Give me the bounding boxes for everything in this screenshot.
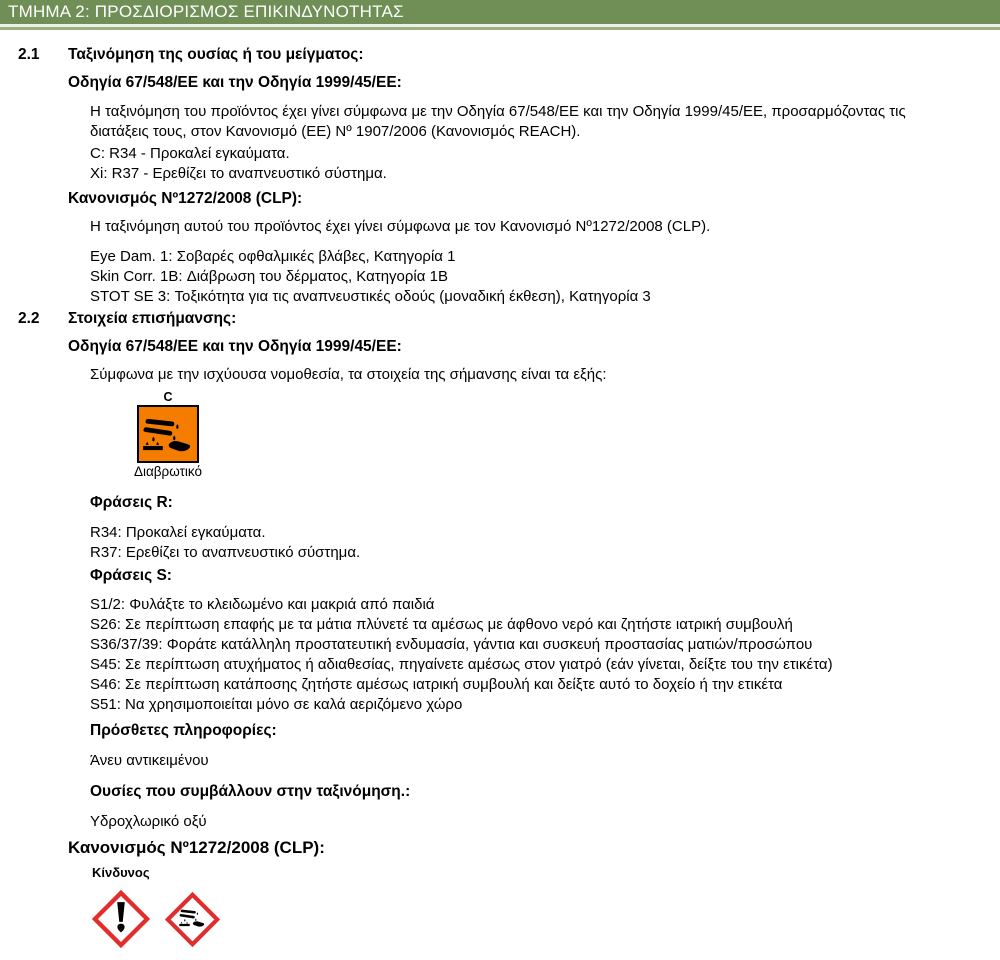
dsd-classification-list	[90, 144, 1000, 184]
section-header-underline	[0, 27, 1000, 30]
s-phrases-heading: Φράσεις S:	[90, 567, 172, 584]
r-phrases-list	[90, 523, 1000, 563]
labeling-directive-heading: Οδηγία 67/548/ΕΕ και την Οδηγία 1999/45/ΕΕ:	[68, 338, 402, 355]
dsd-classification-paragraph: Η ταξινόμηση του προϊόντος έχει γίνει σύμφωνα με την Οδηγία 67/548/ΕΕ και την Οδηγία 1999/45/ΕΕ, προσαρμόζοντας τις διατάξεις τους, στον Κανονισμό (ΕΕ) Nº 1907/2006 (Κανονισμός REACH).	[90, 103, 906, 140]
clp-classification-paragraph: Η ταξινόμηση αυτού του προϊόντος έχει γίνει σύμφωνα με τον Κανονισμό Nº1272/2008 (CLP).	[90, 218, 711, 235]
corrosive-icon	[142, 412, 194, 456]
signal-word: Κίνδυνος	[92, 865, 150, 880]
subsection-title: Ταξινόμηση της ουσίας ή του μείγματος:	[68, 46, 364, 63]
s-phrases-list	[90, 595, 1000, 715]
clp-labeling-heading: Κανονισμός Nº1272/2008 (CLP):	[68, 838, 325, 857]
ghs-pictogram-row	[92, 890, 1000, 948]
subsection-number: 2.2	[18, 310, 40, 327]
classification-line: Skin Corr. 1B: Διάβρωση του δέρματος, Κατηγορία 1B	[90, 268, 448, 285]
pictogram-letter: C	[163, 390, 173, 404]
classification-line: C: R34 - Προκαλεί εγκαύματα.	[90, 145, 290, 162]
clp-classification-list	[90, 247, 1000, 307]
ghs07-exclamation-icon	[92, 890, 150, 948]
classification-line: Eye Dam. 1: Σοβαρές οφθαλμικές βλάβες, Κατηγορία 1	[90, 248, 456, 265]
s-phrase-line: S45: Σε περίπτωση ατυχήματος ή αδιαθεσίας, πηγαίνετε αμέσως στον γιατρό (εάν γίνεται, δείξτε του την ετικέτα)	[90, 656, 833, 673]
section-header-bar	[0, 0, 1000, 24]
s-phrase-line: S36/37/39: Φοράτε κατάλληλη προστατευτική ενδυμασία, γάντια και συσκευή προστασίας ματιών/προσώπου	[90, 636, 813, 653]
subsection-title: Στοιχεία επισήμανσης:	[68, 310, 237, 327]
classification-line: STOT SE 3: Τοξικότητα για τις αναπνευστικές οδούς (μοναδική έκθεση), Κατηγορία 3	[90, 288, 651, 305]
dsd-pictogram	[132, 390, 204, 480]
s-phrase-line: S1/2: Φυλάξτε το κλειδωμένο και μακριά από παιδιά	[90, 596, 435, 613]
additional-info-heading: Πρόσθετες πληροφορίες:	[90, 722, 277, 739]
contributing-substances-text: Υδροχλωρικό οξύ	[90, 813, 207, 830]
subsection-number: 2.1	[18, 46, 40, 63]
r-phrase-line: R37: Ερεθίζει το αναπνευστικό σύστημα.	[90, 544, 361, 561]
r-phrase-line: R34: Προκαλεί εγκαύματα.	[90, 524, 266, 541]
section-header-title: ΤΜΗΜΑ 2: ΠΡΟΣΔΙΟΡΙΣΜΟΣ ΕΠΙΚΙΝΔΥΝΟΤΗΤΑΣ	[8, 2, 404, 21]
additional-info-text: Άνευ αντικειμένου	[90, 752, 209, 769]
labeling-intro-paragraph: Σύμφωνα με την ισχύουσα νομοθεσία, τα στοιχεία της σήμανσης είναι τα εξής:	[90, 366, 607, 383]
subsection-2-1	[18, 45, 1000, 64]
pictogram-caption: Διαβρωτικό	[133, 464, 203, 479]
s-phrase-line: S46: Σε περίπτωση κατάποσης ζητήστε αμέσως ιατρική συμβουλή και δείξτε αυτό το δοχείο ή την ετικέτα	[90, 676, 783, 693]
ghs05-corrosion-icon	[165, 892, 220, 947]
classification-line: Xi: R37 - Ερεθίζει το αναπνευστικό σύστημα.	[90, 165, 387, 182]
subsection-2-2	[18, 309, 1000, 328]
clp-regulation-heading: Κανονισμός Nº1272/2008 (CLP):	[68, 190, 303, 207]
contributing-substances-heading: Ουσίες που συμβάλλουν στην ταξινόμηση.:	[90, 783, 411, 800]
s-phrase-line: S51: Να χρησιμοποιείται μόνο σε καλά αεριζόμενο χώρο	[90, 696, 463, 713]
r-phrases-heading: Φράσεις R:	[90, 494, 173, 511]
corrosive-pictogram-box	[137, 405, 199, 463]
s-phrase-line: S26: Σε περίπτωση επαφής με τα μάτια πλύνετέ τα αμέσως με άφθονο νερό και ζητήστε ιατρική συμβουλή	[90, 616, 793, 633]
dsd-directive-heading: Οδηγία 67/548/ΕΕ και την Οδηγία 1999/45/ΕΕ:	[68, 74, 402, 91]
